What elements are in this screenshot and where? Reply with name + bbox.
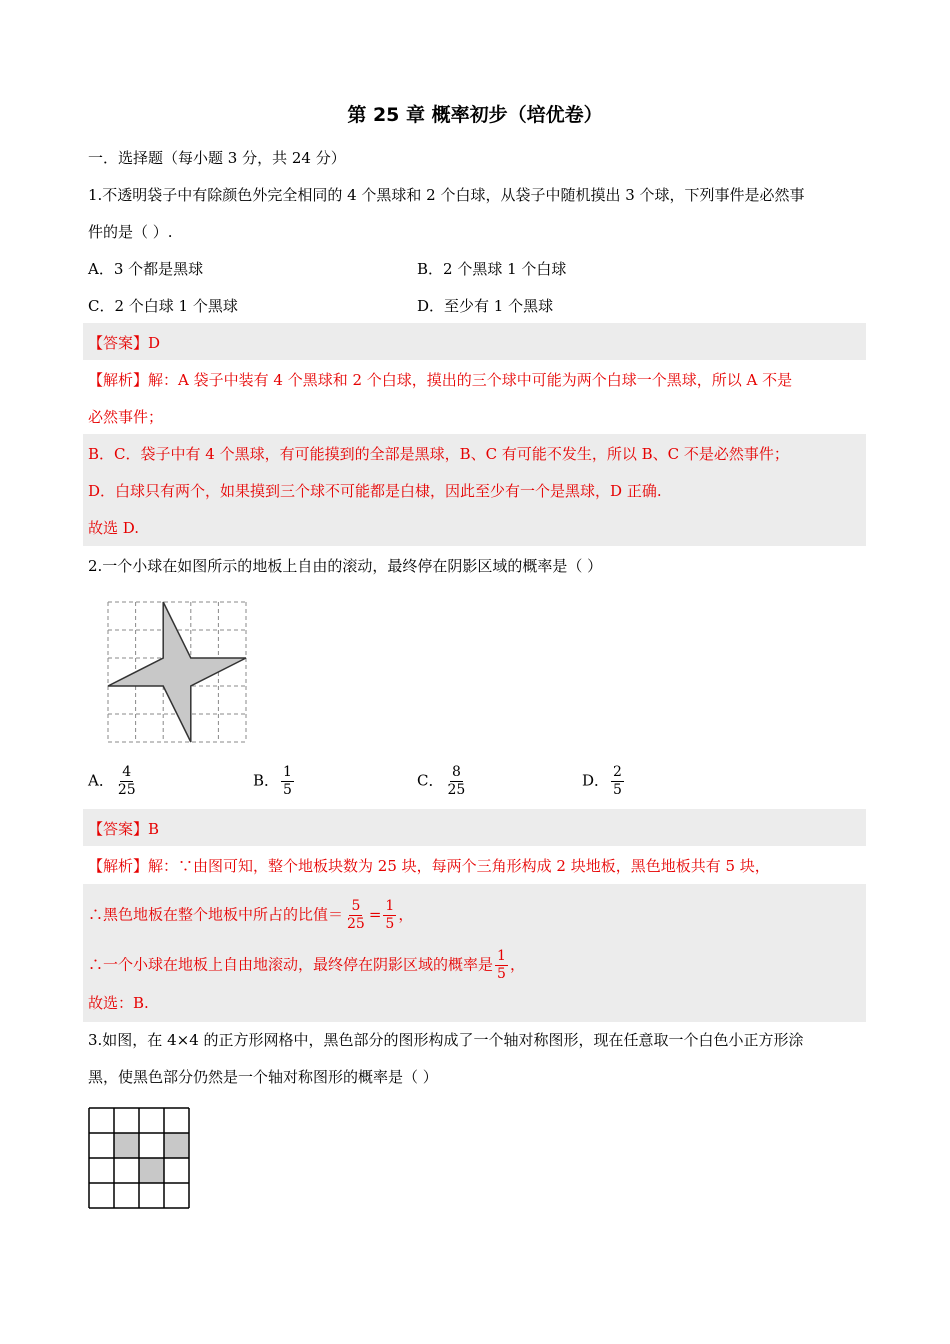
q1-stem-line2: 件的是（ ）.: [88, 223, 173, 241]
q3-stem-line1: 3.如图，在 4×4 的正方形网格中，黑色部分的图形构成了一个轴对称图形，现在任意取一个白色小正方形涂: [88, 1031, 804, 1049]
q1-analysis-line2: 必然事件；: [88, 408, 164, 426]
q1-answer-box: [83, 323, 866, 360]
q1-analysis-line1: 【解析】解：A 袋子中装有 4 个黑球和 2 个白球，摸出的三个球中可能为两个白球一个黑球，所以 A 不是: [88, 371, 793, 389]
q1-analysis-line4: D．白球只有两个，如果摸到三个球不可能都是白棣，因此至少有一个是黑球，D 正确.: [88, 482, 662, 500]
q2-floor-figure: [107, 601, 247, 743]
q3-shaded-cell: [114, 1133, 139, 1158]
q2-analysis-label: 【解析】: [88, 857, 149, 875]
q1-option-b: B．2 个黑球 1 个白球: [417, 260, 567, 278]
q3-shaded-cell: [139, 1158, 164, 1183]
q1-analysis-line3: B．C．袋子中有 4 个黑球，有可能摸到的全部是黑球，B、C 有可能不发生，所以 B、C 不是必然事件；: [88, 445, 789, 463]
q2-analysis-line4: 故选：B.: [88, 994, 149, 1012]
q1-analysis-label: 【解析】: [88, 371, 149, 389]
q2-option-a: A． $\frac{4}{25}$: [88, 764, 136, 798]
q2-analysis-line1: 【解析】解：∵由图可知，整个地板块数为 25 块，每两个三角形构成 2 块地板，黑色地板共有 5 块，: [88, 857, 770, 875]
q2-analysis-line3: ∴一个小球在地板上自由地滚动，最终停在阴影区域的概率是 $\frac{1}{5}$ ，: [88, 948, 525, 982]
q1-stem-line1: 1.不透明袋子中有除颜色外完全相同的 4 个黑球和 2 个白球，从袋子中随机摸出 3 个球，下列事件是必然事: [88, 186, 805, 204]
q1-answer: 【答案】D: [88, 334, 161, 352]
q1-option-a: A．3 个都是黑球: [88, 260, 204, 278]
q2-option-d: D． $\frac{2}{5}$: [582, 764, 622, 798]
q2-answer: 【答案】B: [88, 820, 160, 838]
q1-analysis-line5: 故选 D.: [88, 519, 140, 537]
q2-analysis-line2: ∴黑色地板在整个地板中所占的比值＝ $\frac{5}{25}$ = $\frac{1}{5}$ ，: [88, 898, 414, 932]
section-heading: 一．选择题（每小题 3 分，共 24 分）: [88, 149, 346, 167]
q1-option-c: C．2 个白球 1 个黑球: [88, 297, 238, 315]
q3-shaded-cell: [164, 1133, 189, 1158]
q2-option-c: C． $\frac{8}{25}$: [417, 764, 466, 798]
q2-answer-box: [83, 809, 866, 846]
q3-stem-line2: 黑，使黑色部分仍然是一个轴对称图形的概率是（ ）: [88, 1068, 438, 1086]
q1-option-d: D．至少有 1 个黑球: [417, 297, 554, 315]
q2-shaded-star: [108, 602, 246, 742]
q3-grid-figure: [88, 1107, 191, 1210]
q2-stem: 2.一个小球在如图所示的地板上自由的滚动，最终停在阴影区域的概率是（ ）: [88, 557, 603, 575]
page-title: 第 25 章 概率初步（培优卷）: [347, 104, 603, 126]
q2-option-b: B． $\frac{1}{5}$: [253, 764, 292, 798]
